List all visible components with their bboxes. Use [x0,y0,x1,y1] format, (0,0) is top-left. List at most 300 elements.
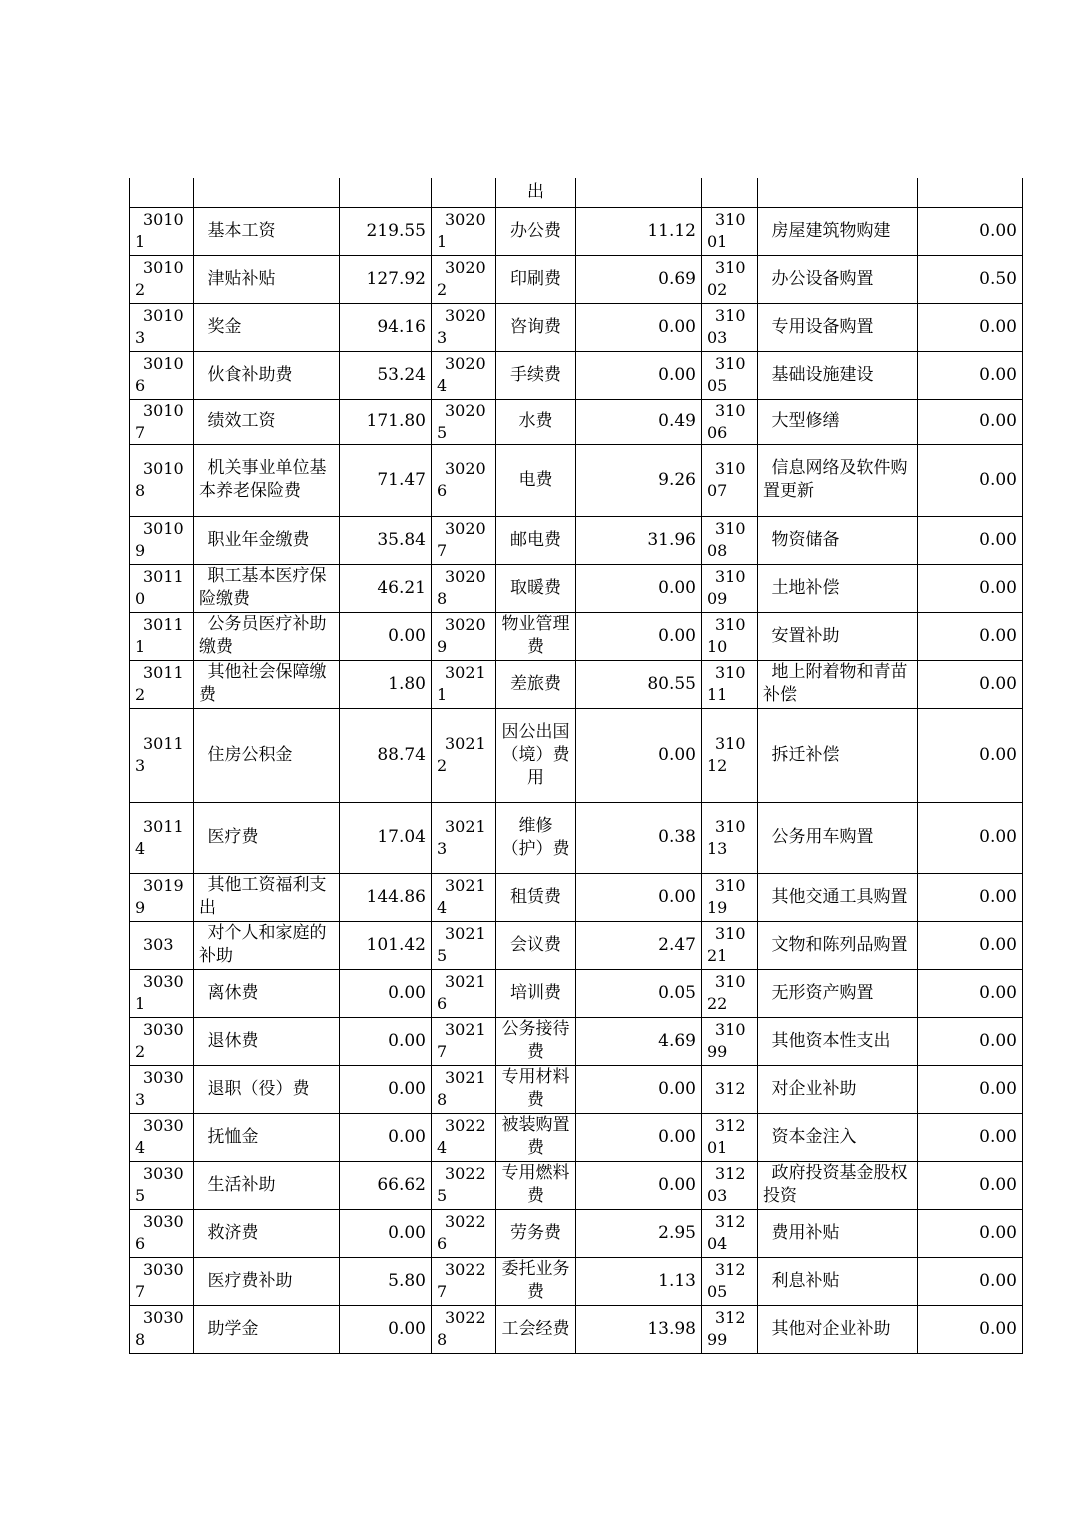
personnel-item-cell [194,1257,340,1305]
capital-amount-cell-text: 0.00 [979,220,1017,241]
personnel-item-cell [194,178,340,207]
personnel-item-cell [194,516,340,564]
personnel-amount-cell [340,303,432,351]
capital-code-cell-text: 31001 [707,210,746,251]
capital-item-cell [758,399,918,444]
personnel-code-cell [130,1209,194,1257]
goods-services-code-cell-text: 30217 [437,1020,486,1061]
capital-amount-cell-text: 0.00 [979,1318,1017,1339]
goods-services-code-cell-text: 30228 [437,1308,486,1349]
goods-services-item-cell [496,1209,576,1257]
goods-services-item-cell-text: 差旅费 [510,673,561,694]
capital-amount-cell-text: 0.00 [979,316,1017,337]
goods-services-amount-cell-text: 4.69 [658,1030,696,1051]
goods-services-amount-cell-text: 0.00 [658,316,696,337]
capital-code-cell-text: 31008 [707,519,746,560]
goods-services-item-cell [496,351,576,399]
goods-services-code-cell [432,255,496,303]
capital-item-cell [758,612,918,660]
capital-code-cell [702,873,758,921]
capital-amount-cell [918,178,1023,207]
capital-item-cell-text: 政府投资基金股权投资 [763,1163,908,1206]
capital-item-cell [758,1065,918,1113]
table-row [130,708,1023,802]
capital-item-cell-text: 专用设备购置 [771,316,874,337]
capital-item-cell [758,921,918,969]
goods-services-amount-cell-text: 2.95 [658,1222,696,1243]
personnel-item-cell-text: 机关事业单位基本养老保险费 [199,458,327,501]
capital-code-cell [702,969,758,1017]
goods-services-code-cell-text: 30202 [437,258,486,299]
personnel-amount-cell [340,1017,432,1065]
goods-services-amount-cell [576,207,702,255]
personnel-code-cell [130,1113,194,1161]
goods-services-amount-cell [576,1257,702,1305]
personnel-item-cell-text: 基本工资 [207,220,276,241]
personnel-item-cell [194,255,340,303]
personnel-amount-cell [340,1257,432,1305]
capital-amount-cell-text: 0.00 [979,364,1017,385]
goods-services-item-cell-text: 培训费 [510,982,561,1003]
goods-services-item-cell-text: 劳务费 [510,1222,561,1243]
capital-item-cell-text: 安置补助 [771,625,840,646]
personnel-amount-cell-text: 0.00 [388,1078,426,1099]
capital-amount-cell-text: 0.00 [979,1174,1017,1195]
capital-item-cell [758,660,918,708]
personnel-amount-cell-text: 35.84 [377,529,426,550]
capital-code-cell-text: 31203 [707,1164,746,1205]
capital-item-cell-text: 无形资产购置 [771,982,874,1003]
goods-services-amount-cell [576,802,702,873]
personnel-item-cell-text: 救济费 [207,1222,259,1243]
capital-amount-cell [918,1305,1023,1353]
goods-services-item-cell [496,1305,576,1353]
personnel-code-cell [130,1257,194,1305]
capital-item-cell [758,802,918,873]
capital-item-cell [758,351,918,399]
capital-item-cell [758,1257,918,1305]
personnel-amount-cell [340,178,432,207]
capital-item-cell-text: 土地补偿 [771,577,840,598]
personnel-item-cell-text: 生活补助 [207,1174,276,1195]
goods-services-code-cell-text: 30209 [437,615,486,656]
capital-amount-cell [918,1257,1023,1305]
capital-amount-cell-text: 0.50 [979,268,1017,289]
goods-services-amount-cell [576,612,702,660]
capital-code-cell [702,921,758,969]
personnel-code-cell [130,178,194,207]
goods-services-amount-cell-text: 0.69 [658,268,696,289]
goods-services-amount-cell [576,1305,702,1353]
personnel-item-cell [194,1017,340,1065]
personnel-amount-cell-text: 101.42 [366,934,426,955]
personnel-item-cell-text: 退休费 [207,1030,259,1051]
goods-services-amount-cell-text: 0.00 [658,1174,696,1195]
goods-services-code-cell [432,1209,496,1257]
goods-services-amount-cell [576,178,702,207]
table-row [130,1161,1023,1209]
personnel-item-cell [194,873,340,921]
personnel-code-cell [130,1305,194,1353]
goods-services-code-cell [432,564,496,612]
goods-services-amount-cell-text: 2.47 [658,934,696,955]
goods-services-amount-cell [576,873,702,921]
goods-services-code-cell [432,303,496,351]
goods-services-code-cell-text: 30227 [437,1260,486,1301]
goods-services-item-cell-text: 公务接待费 [501,1019,570,1062]
capital-code-cell [702,444,758,516]
goods-services-item-cell [496,1161,576,1209]
capital-amount-cell [918,708,1023,802]
capital-item-cell [758,873,918,921]
capital-item-cell-text: 其他对企业补助 [771,1318,891,1339]
capital-code-cell-text: 31013 [707,816,746,858]
goods-services-code-cell-text: 30208 [437,567,486,608]
personnel-code-cell-text: 30111 [135,615,184,656]
personnel-item-cell [194,708,340,802]
goods-services-item-cell-text: 印刷费 [510,268,561,289]
goods-services-amount-cell-text: 0.00 [658,364,696,385]
goods-services-code-cell [432,708,496,802]
capital-code-cell [702,207,758,255]
personnel-code-cell [130,612,194,660]
personnel-item-cell-text: 职工基本医疗保险缴费 [199,566,327,609]
personnel-amount-cell [340,207,432,255]
personnel-amount-cell-text: 17.04 [377,827,426,847]
goods-services-amount-cell [576,351,702,399]
capital-item-cell-text: 拆迁补偿 [771,744,840,765]
capital-item-cell [758,969,918,1017]
personnel-amount-cell-text: 0.00 [388,982,426,1003]
table-row [130,516,1023,564]
capital-amount-cell [918,207,1023,255]
capital-amount-cell [918,921,1023,969]
capital-item-cell [758,207,918,255]
personnel-amount-cell [340,921,432,969]
capital-amount-cell-text: 0.00 [979,577,1017,598]
personnel-amount-cell [340,660,432,708]
capital-amount-cell-text: 0.00 [979,886,1017,907]
personnel-item-cell-text: 住房公积金 [207,744,293,765]
capital-item-cell-text: 大型修缮 [771,411,840,431]
personnel-item-cell [194,1305,340,1353]
goods-services-amount-cell [576,1209,702,1257]
capital-amount-cell-text: 0.00 [979,982,1017,1003]
goods-services-amount-cell [576,1161,702,1209]
goods-services-item-cell [496,444,576,516]
capital-code-cell-text: 31003 [707,306,746,347]
capital-item-cell [758,564,918,612]
goods-services-amount-cell [576,1113,702,1161]
capital-amount-cell [918,873,1023,921]
capital-item-cell-text: 地上附着物和青苗补偿 [763,662,908,705]
personnel-code-cell-text: 30106 [135,354,184,395]
capital-code-cell-text: 31002 [707,258,746,299]
goods-services-code-cell [432,660,496,708]
table-body [130,178,1023,1353]
capital-item-cell-text: 基础设施建设 [771,364,874,385]
goods-services-amount-cell-text: 0.00 [658,1078,696,1099]
capital-code-cell [702,660,758,708]
goods-services-item-cell [496,255,576,303]
capital-amount-cell-text: 0.00 [979,673,1017,694]
capital-code-cell-text: 31012 [707,734,746,775]
goods-services-amount-cell-text: 80.55 [647,673,696,694]
table-row [130,444,1023,516]
personnel-item-cell [194,921,340,969]
capital-amount-cell-text: 0.00 [979,1126,1017,1147]
capital-amount-cell [918,969,1023,1017]
goods-services-item-cell-text: 专用燃料费 [501,1163,570,1206]
personnel-item-cell [194,660,340,708]
personnel-item-cell-text: 奖金 [207,316,242,337]
table-row [130,1065,1023,1113]
personnel-code-cell-text: 30102 [135,258,184,299]
personnel-code-cell [130,1065,194,1113]
table-row [130,351,1023,399]
personnel-code-cell-text: 30110 [135,567,184,608]
goods-services-amount-cell-text: 31.96 [647,529,696,550]
goods-services-code-cell [432,351,496,399]
capital-code-cell-text: 31009 [707,567,746,608]
capital-code-cell [702,255,758,303]
personnel-code-cell [130,399,194,444]
goods-services-code-cell-text: 30204 [437,354,486,395]
personnel-code-cell-text: 30301 [135,972,184,1013]
capital-code-cell-text: 31019 [707,876,746,917]
goods-services-item-cell [496,564,576,612]
goods-services-amount-cell-text: 0.49 [658,411,696,431]
goods-services-amount-cell [576,444,702,516]
goods-services-item-cell [496,1113,576,1161]
personnel-amount-cell-text: 127.92 [366,268,426,289]
capital-code-cell [702,1113,758,1161]
goods-services-code-cell-text: 30213 [437,816,486,858]
personnel-amount-cell [340,1113,432,1161]
capital-amount-cell [918,444,1023,516]
personnel-code-cell [130,708,194,802]
personnel-amount-cell-text: 71.47 [377,469,426,490]
table-row [130,612,1023,660]
goods-services-code-cell-text: 30205 [437,400,486,442]
goods-services-item-cell-text: 物业管理费 [501,614,570,657]
goods-services-code-cell [432,1257,496,1305]
personnel-amount-cell [340,969,432,1017]
personnel-item-cell-text: 医疗费补助 [207,1270,293,1291]
personnel-amount-cell [340,351,432,399]
capital-code-cell [702,1305,758,1353]
goods-services-item-cell-text: 维修（护）费 [501,815,570,859]
personnel-item-cell-text: 助学金 [207,1318,259,1339]
capital-amount-cell [918,351,1023,399]
personnel-code-cell-text: 30199 [135,876,184,917]
table-row [130,1305,1023,1353]
capital-amount-cell [918,516,1023,564]
capital-amount-cell [918,660,1023,708]
goods-services-code-cell [432,802,496,873]
personnel-amount-cell [340,255,432,303]
capital-code-cell-text: 31099 [707,1020,746,1061]
goods-services-amount-cell-text: 0.00 [658,1126,696,1147]
goods-services-item-cell [496,660,576,708]
personnel-amount-cell-text: 0.00 [388,1126,426,1147]
personnel-item-cell-text: 对个人和家庭的补助 [199,923,327,966]
personnel-code-cell [130,1017,194,1065]
goods-services-code-cell [432,1161,496,1209]
goods-services-code-cell [432,207,496,255]
budget-expenditure-table [129,178,1023,1354]
goods-services-amount-cell [576,516,702,564]
goods-services-code-cell-text: 30215 [437,924,486,965]
goods-services-item-cell-text: 办公费 [510,220,561,241]
personnel-code-cell [130,255,194,303]
personnel-code-cell [130,516,194,564]
personnel-amount-cell-text: 0.00 [388,1222,426,1243]
capital-code-cell-text: 31021 [707,924,746,965]
personnel-item-cell [194,802,340,873]
personnel-code-cell [130,1161,194,1209]
capital-item-cell-text: 物资储备 [771,529,840,550]
capital-amount-cell [918,564,1023,612]
personnel-item-cell-text: 绩效工资 [207,411,276,431]
capital-amount-cell [918,1017,1023,1065]
goods-services-item-cell [496,1257,576,1305]
personnel-amount-cell-text: 1.80 [388,673,426,694]
goods-services-code-cell [432,178,496,207]
personnel-item-cell-text: 其他社会保障缴费 [199,662,327,705]
capital-item-cell [758,1305,918,1353]
goods-services-item-cell [496,178,576,207]
goods-services-item-cell [496,1065,576,1113]
capital-code-cell-text: 31204 [707,1212,746,1253]
goods-services-code-cell-text: 30207 [437,519,486,560]
capital-item-cell [758,1209,918,1257]
table-row [130,1209,1023,1257]
personnel-code-cell [130,802,194,873]
goods-services-code-cell-text: 30212 [437,734,486,775]
capital-code-cell-text: 312 [715,1079,746,1098]
capital-amount-cell-text: 0.00 [979,411,1017,431]
personnel-code-cell [130,564,194,612]
table-row [130,1113,1023,1161]
capital-item-cell-text: 其他资本性支出 [771,1030,891,1051]
personnel-amount-cell [340,516,432,564]
capital-amount-cell-text: 0.00 [979,529,1017,550]
capital-amount-cell-text: 0.00 [979,827,1017,847]
goods-services-item-cell [496,612,576,660]
personnel-amount-cell [340,1305,432,1353]
capital-code-cell-text: 31011 [707,663,746,704]
capital-amount-cell [918,1065,1023,1113]
personnel-code-cell-text: 30103 [135,306,184,347]
personnel-item-cell [194,969,340,1017]
goods-services-amount-cell-text: 11.12 [647,220,696,241]
goods-services-amount-cell [576,564,702,612]
goods-services-item-cell [496,207,576,255]
capital-item-cell [758,1017,918,1065]
capital-code-cell-text: 31005 [707,354,746,395]
capital-code-cell [702,1257,758,1305]
personnel-amount-cell-text: 171.80 [366,411,426,431]
personnel-amount-cell [340,1161,432,1209]
capital-code-cell-text: 31007 [707,459,746,500]
goods-services-code-cell [432,1017,496,1065]
capital-code-cell-text: 31201 [707,1116,746,1157]
personnel-item-cell-text: 医疗费 [207,827,259,847]
goods-services-amount-cell [576,255,702,303]
capital-amount-cell [918,255,1023,303]
goods-services-amount-cell [576,399,702,444]
personnel-code-cell-text: 30107 [135,400,184,442]
capital-code-cell [702,612,758,660]
goods-services-amount-cell [576,1017,702,1065]
capital-amount-cell-text: 0.00 [979,625,1017,646]
table-row [130,564,1023,612]
capital-item-cell-text: 利息补贴 [771,1270,840,1291]
personnel-code-cell [130,873,194,921]
capital-item-cell [758,255,918,303]
goods-services-item-cell [496,399,576,444]
capital-code-cell [702,351,758,399]
goods-services-amount-cell [576,660,702,708]
table-row [130,921,1023,969]
table-row [130,399,1023,444]
goods-services-code-cell [432,1305,496,1353]
capital-code-cell [702,564,758,612]
goods-services-code-cell [432,444,496,516]
personnel-amount-cell [340,873,432,921]
capital-item-cell-text: 对企业补助 [771,1078,857,1099]
personnel-amount-cell [340,444,432,516]
goods-services-item-cell-text: 邮电费 [510,529,561,550]
personnel-amount-cell [340,564,432,612]
personnel-code-cell-text: 30108 [135,459,184,500]
personnel-amount-cell-text: 46.21 [377,577,426,598]
capital-amount-cell [918,399,1023,444]
capital-item-cell-text: 信息网络及软件购置更新 [763,458,908,501]
capital-code-cell [702,178,758,207]
capital-item-cell [758,444,918,516]
personnel-item-cell-text: 其他工资福利支出 [199,875,327,918]
goods-services-code-cell-text: 30206 [437,459,486,500]
goods-services-amount-cell [576,921,702,969]
personnel-item-cell-text: 抚恤金 [207,1126,259,1147]
personnel-code-cell [130,444,194,516]
goods-services-code-cell [432,921,496,969]
goods-services-item-cell [496,303,576,351]
goods-services-code-cell-text: 30216 [437,972,486,1013]
goods-services-code-cell [432,873,496,921]
goods-services-code-cell [432,1113,496,1161]
goods-services-item-cell-text: 工会经费 [501,1318,570,1339]
personnel-code-cell-text: 30302 [135,1020,184,1061]
personnel-item-cell-text: 职业年金缴费 [207,529,310,550]
goods-services-amount-cell-text: 0.00 [658,886,696,907]
goods-services-amount-cell-text: 0.00 [658,577,696,598]
capital-item-cell [758,1113,918,1161]
personnel-item-cell-text: 津贴补贴 [207,268,276,289]
personnel-amount-cell-text: 144.86 [366,886,426,907]
capital-code-cell-text: 31006 [707,400,746,442]
capital-item-cell-text: 资本金注入 [771,1126,857,1147]
table-row-continuation [130,178,1023,207]
personnel-code-cell [130,969,194,1017]
personnel-item-cell-text: 伙食补助费 [207,364,293,385]
personnel-amount-cell [340,708,432,802]
table-row [130,660,1023,708]
goods-services-code-cell [432,969,496,1017]
capital-code-cell [702,1017,758,1065]
